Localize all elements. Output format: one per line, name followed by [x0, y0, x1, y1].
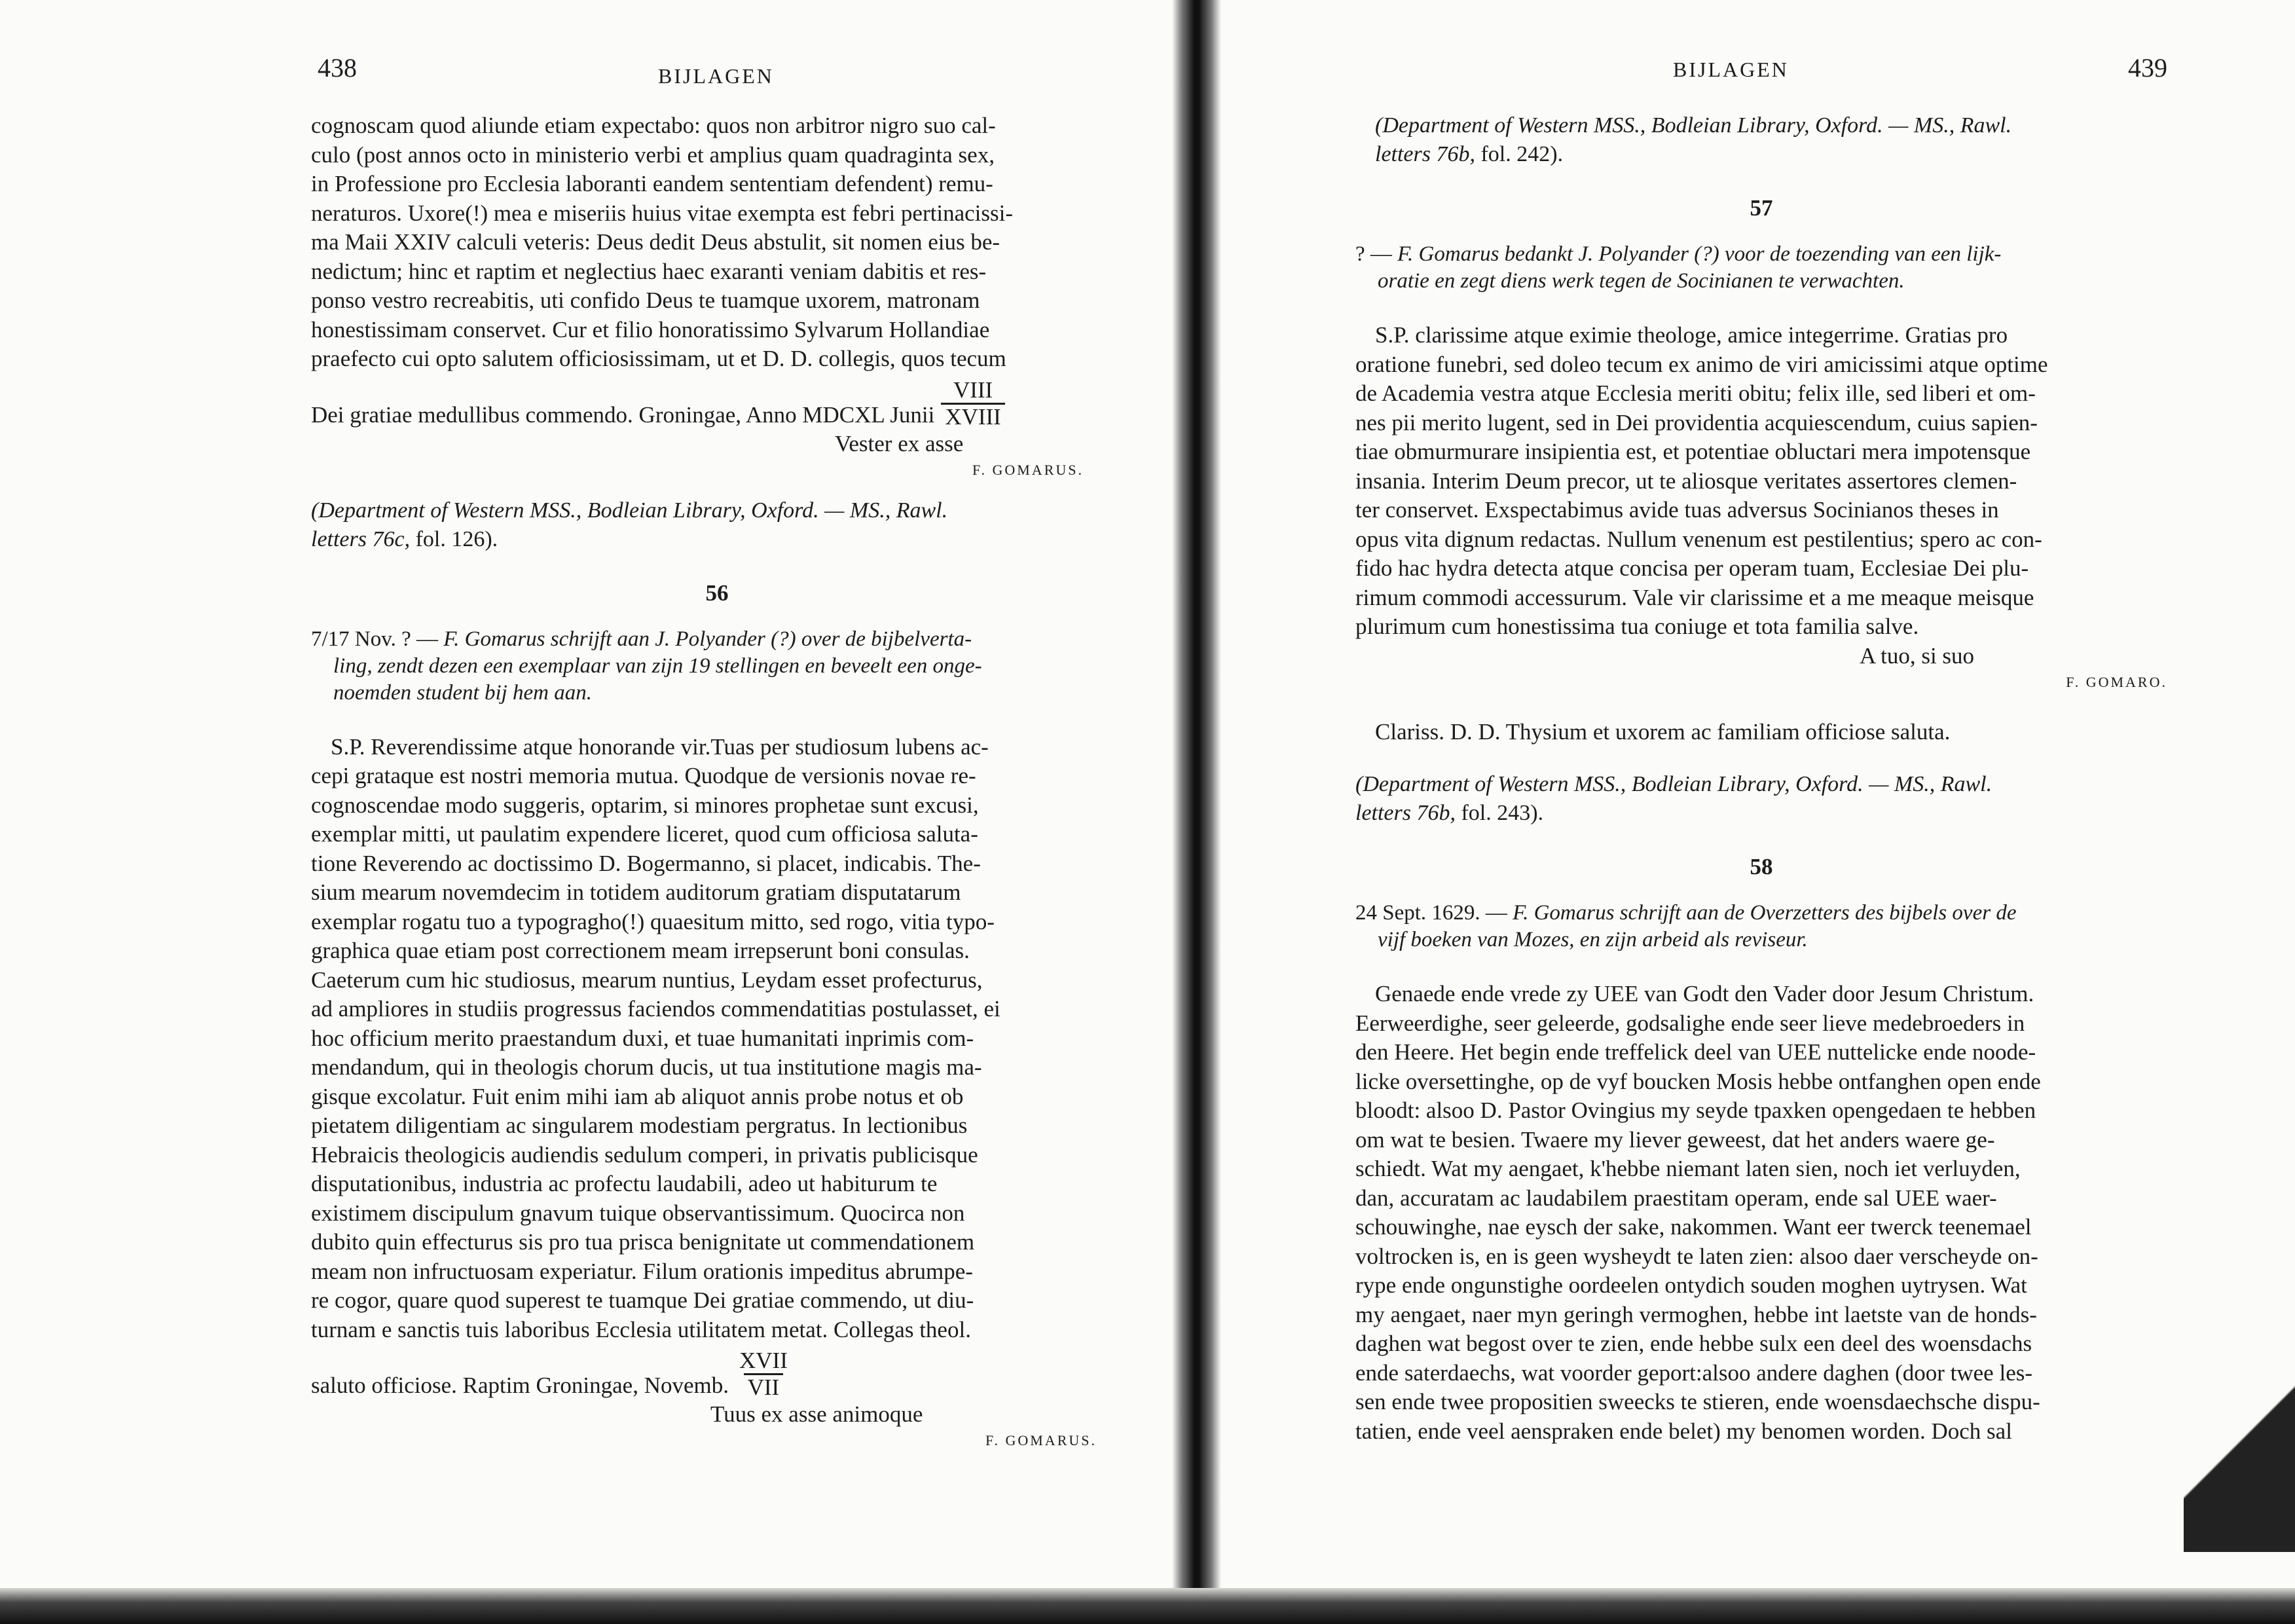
page-corner-shadow [2184, 1329, 2295, 1552]
text-line: Genaede ende vrede zy UEE van Godt den Vader door Jesum Christum. [1375, 981, 2034, 1006]
right-page-content [1355, 52, 2167, 1446]
source-citation [1355, 770, 2167, 828]
text-line: Eerweerdighe, seer geleerde, godsalighe ende seer lieve medebroeders in [1355, 1010, 2025, 1036]
letter-56-body [311, 733, 1123, 1345]
running-header-left [311, 52, 1123, 111]
text-line: pietatem diligentiam ac singularem modestiam pergratus. In lectionibus [311, 1113, 968, 1138]
source-text: (Department of Western MSS., Bodleian Library, Oxford. — MS., Rawl. [1375, 113, 2012, 138]
text-line: insania. Interim Deum precor, ut te aliosque veritates assertores clemen- [1355, 468, 2017, 494]
text-line: den Heere. Het begin ende treffelick deel van UEE nuttelicke ende noode- [1355, 1039, 2036, 1065]
text-line: ende saterdaechs, wat voorder geport:alsoo andere daghen (door twee les- [1355, 1359, 2033, 1386]
text-line: cognoscendae modo suggeris, optarim, si minores prophetae sunt excusi, [311, 792, 979, 818]
source-text: (Department of Western MSS., Bodleian Library, Oxford. — MS., Rawl. [311, 498, 948, 523]
postscript: Clariss. D. D. Thysium et uxorem ac familiam officiose saluta. [1375, 718, 1951, 745]
source-text: letters 76c, [311, 526, 411, 551]
signature: F. GOMARUS. [972, 461, 1084, 478]
page-number: 439 [2128, 53, 2167, 83]
summary-text: oratie en zegt diens werk tegen de Socinianen te verwachten. [1378, 269, 1905, 293]
source-folio: fol. 243). [1461, 801, 1544, 825]
fraction-top: VIII [953, 377, 993, 403]
letter-number: 58 [1750, 854, 1773, 879]
book-bottom-edge [0, 1588, 2295, 1624]
text-line: existimem discipulum gnavum tuique observantissimum. Quocirca non [311, 1200, 965, 1226]
text-line: plurimum cum honestissima tua coniuge et tota familia salve. [1355, 614, 1919, 639]
text-line: neraturos. Uxore(!) mea e miseriis huius vitae exempta est febri pertinacissi- [311, 200, 1013, 226]
date-text: Dei gratiae medullibus commendo. Groningae, Anno MDCXL Junii [311, 401, 935, 428]
left-page [0, 0, 1172, 1588]
running-title: BIJLAGEN [1673, 58, 1789, 81]
summary-text: F. Gomarus bedankt J. Polyander (?) voor de toezending van een lijk- [1397, 242, 2002, 266]
letter-summary [1355, 900, 2167, 927]
text-line: rimum commodi accessurum. Vale vir clarissime et a me meaque meisque [1355, 584, 2034, 610]
text-line: nedictum; hinc et raptim et neglectius haec exaranti veniam dabitis et res- [311, 258, 987, 284]
text-line: sium mearum novemdecim in totidem auditorum gratiam disputatarum [311, 879, 961, 905]
summary-date: ? — [1355, 242, 1392, 266]
text-line: fido hac hydra detecta atque concisa per operam tuam, Ecclesiae Dei plu- [1355, 555, 2029, 581]
text-line: re cogor, quare quod superest te tuamque Dei gratiae commendo, ut diu- [311, 1287, 974, 1313]
running-title: BIJLAGEN [658, 64, 774, 88]
source-text: letters 76b, [1375, 142, 1475, 166]
running-header-right [1355, 52, 2167, 111]
text-line: hoc officium merito praestandum duxi, et tuae humanitati inprimis com- [311, 1025, 974, 1051]
text-line: rype ende ongunstighe oordeelen ontydich souden moghen uytrysen. Wat [1355, 1272, 2027, 1298]
summary-date: 24 Sept. 1629. — [1355, 901, 1507, 925]
source-text: letters 76b, [1355, 801, 1456, 825]
letter-summary [311, 626, 1123, 653]
text-line: gisque excolatur. Fuit enim mihi iam ab aliquot annis probe notus et ob [311, 1083, 964, 1109]
source-citation [1355, 111, 2167, 169]
spacer [1355, 694, 2167, 718]
text-line: dan, accuratam ac laudabilem praestitam operam, ende sal UEE waer- [1355, 1185, 1997, 1211]
text-line: S.P. clarissime atque eximie theologe, amice integerrime. Gratias pro [1375, 322, 2008, 348]
text-line: ter conservet. Exspectabimus avide tuas adversus Socinianos theses in [1355, 497, 1999, 523]
text-line: cepi grataque est nostri memoria mutua. Quodque de versionis novae re- [311, 763, 976, 788]
signature: F. GOMARUS. [985, 1432, 1097, 1449]
date-text: saluto officiose. Raptim Groningae, Novemb. [311, 1373, 729, 1398]
text-line: dubito quin effecturus sis pro tua prisca benignitate ut commendationem [311, 1229, 975, 1255]
text-line: exemplar mitti, ut paulatim expendere liceret, quod cum officiosa saluta- [311, 821, 978, 847]
text-line: de Academia vestra atque Ecclesia meriti obitu; felix ille, sed liberi et om- [1355, 380, 2036, 406]
letter-55-continuation [311, 111, 1123, 374]
letter-summary [1355, 241, 2167, 268]
text-line: turnam e sanctis tuis laboribus Ecclesia utilitatem metat. Collegas theol. [311, 1316, 971, 1342]
summary-text: F. Gomarus schrijft aan de Overzetters des bijbels over de [1513, 901, 2017, 925]
letter-date-line [311, 1348, 1123, 1400]
text-line: mendandum, qui in theologis chorum ducis, ut tua institutione magis ma- [311, 1054, 982, 1080]
source-text: (Department of Western MSS., Bodleian Library, Oxford. — MS., Rawl. [1355, 772, 1992, 796]
text-line: daghen wat begost over te zien, ende hebbe sulx een deel des woensdachs [1355, 1331, 2032, 1356]
summary-text: noemden student bij hem aan. [333, 680, 593, 705]
text-line: my aengaet, naer myn geringh vermoghen, hebbe int laetste van de honds- [1355, 1301, 2037, 1327]
letter-date-line [311, 378, 1123, 430]
summary-text: ling, zendt dezen een exemplaar van zijn 19 stellingen en beveelt een onge- [333, 654, 982, 678]
text-line: tiae obmurmurare insipientia est, et potentiae obluctari mera impotensque [1355, 439, 2031, 464]
text-line: meam non infructuosam experiatur. Filum orationis impeditus abrumpe- [311, 1258, 973, 1284]
text-line: nes pii merito lugent, sed in Dei providentia acquiescendum, cuius sapien- [1355, 409, 2038, 435]
text-line: tatien, ende veel aenspraken ende belet) my benomen worden. Doch sal [1355, 1418, 2012, 1444]
text-line: S.P. Reverendissime atque honorande vir.Tuas per studiosum lubens ac- [331, 733, 989, 760]
summary-text: F. Gomarus schrijft aan J. Polyander (?) over de bijbelverta- [443, 627, 972, 651]
text-line: oratione funebri, sed doleo tecum ex animo de viri amicissimi atque optime [1355, 351, 2048, 377]
letter-57-body [1355, 321, 2167, 642]
text-line: sen ende twee propositien sweecks te stieren, ende woensdaechsche dispu- [1355, 1389, 2040, 1414]
text-line: exemplar rogatu tuo a typograghо(!) quaesitum mitto, sed rogo, vitia typo- [311, 908, 995, 934]
text-line: licke oversettinghe, op de vyf boucken Mosis hebbe ontfanghen open ende [1355, 1068, 2041, 1094]
signature: F. GOMARO. [2066, 673, 2167, 690]
letter-number: 57 [1750, 195, 1773, 221]
text-line: ma Maii XXIV calculi veteris: Deus dedit Deus abstulit, sit nomen eius be- [311, 229, 1001, 255]
text-line: graphica quae etiam post correctionem meam irrepserunt boni consulas. [311, 938, 970, 963]
date-fraction [735, 1348, 792, 1400]
text-line: cognoscam quod aliunde etiam expectabo: quos non arbitror nigro suo cal- [311, 113, 996, 138]
text-line: honestissimam conservet. Cur et filio honoratissimo Sylvarum Hollandiae [311, 316, 990, 342]
text-line: schiedt. Wat my aengaet, k'hebbe niemant laten sien, noch iet verluyden, [1355, 1156, 2021, 1181]
source-citation [311, 496, 1123, 554]
closing-formula: A tuo, si suo [1860, 642, 1975, 669]
page-number: 438 [318, 53, 357, 83]
right-page [1221, 0, 2295, 1588]
fraction-bottom: XVIII [941, 403, 1005, 430]
left-page-content [311, 52, 1123, 1452]
text-line: tione Reverendo ac doctissimo D. Bogermanno, si placet, indicabis. The- [311, 850, 981, 876]
text-line: bloodt: alsoo D. Pastor Ovingius my seyde tpaxken opengedaen te hebben [1355, 1098, 2036, 1123]
summary-text: vijf boeken van Mozes, en zijn arbeid als reviseur. [1378, 928, 1808, 951]
text-line: om wat te besien. Twaere my liever geweest, dat het anders waere ge- [1355, 1126, 1995, 1153]
text-line: ponso vestro recreabitis, uti confido Deus te tuamque uxorem, matronam [311, 287, 980, 313]
book-gutter [1172, 0, 1221, 1624]
text-line: in Professione pro Ecclesia laboranti eandem sententiam defendent) remu- [311, 171, 993, 196]
text-line: Hebraicis theologicis audiendis sedulum comperi, in privatis publicisque [311, 1141, 978, 1168]
text-line: disputationibus, industria ac profectu laudabili, adeo ut habiturum te [311, 1171, 938, 1196]
source-folio: fol. 126). [415, 526, 498, 551]
closing-formula: Vester ex asse [835, 430, 964, 456]
closing-formula: Tuus ex asse animoque [710, 1401, 923, 1427]
text-line: voltrocken is, en is geen wysheydt te laten zien: alsoo daer verscheyde on- [1355, 1243, 2038, 1269]
text-line: praefecto cui opto salutem officiosissimam, ut et D. D. collegis, quos tecum [311, 346, 1006, 371]
text-line: Caeterum cum hic studiosus, mearum nuntius, Leydam esset profecturus, [311, 967, 983, 993]
letter-number: 56 [705, 580, 729, 606]
source-folio: fol. 242). [1480, 142, 1564, 166]
text-line: schouwinghe, nae eysch der sake, nakommen. Want eer twerck teenemael [1355, 1214, 2032, 1240]
text-line: opus vita dignum redactas. Nullum venenum est pestilentius; spero ac con- [1355, 526, 2042, 552]
fraction-bottom: VII [744, 1373, 784, 1400]
text-line: culo (post annos octo in ministerio verbi et amplius quam quadraginta sex, [311, 141, 995, 168]
text-line: ad ampliores in studiis progressus faciendos commendatitias postulasset, ei [311, 996, 1001, 1022]
fraction-top: XVII [739, 1348, 788, 1373]
date-fraction [941, 378, 1005, 430]
letter-58-body [1355, 980, 2167, 1446]
summary-date: 7/17 Nov. ? — [311, 627, 439, 651]
